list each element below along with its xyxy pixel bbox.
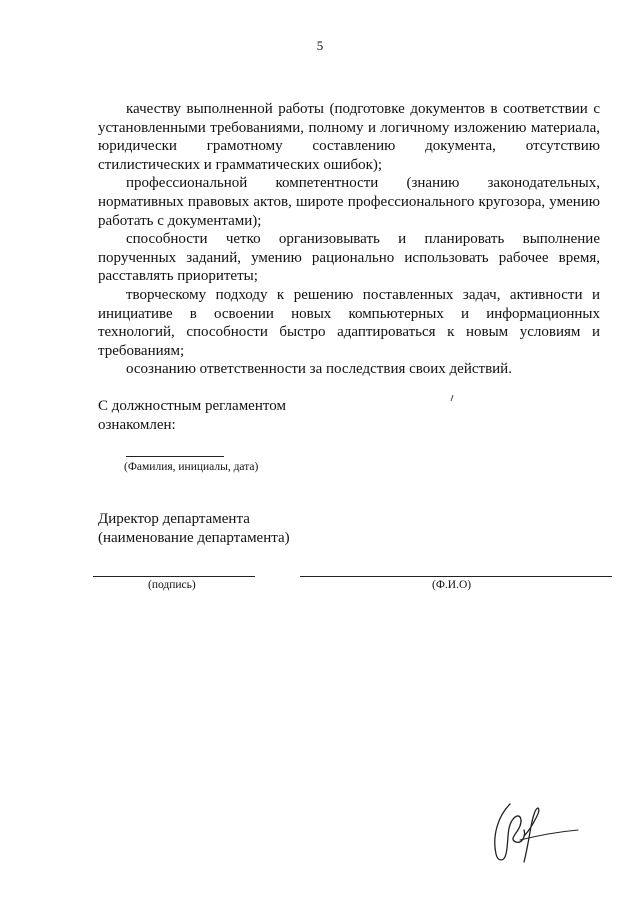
page-number: 5 bbox=[316, 38, 324, 53]
stray-pen-mark bbox=[448, 394, 456, 402]
acknowledgement-line-1: С должностным регламентом bbox=[98, 398, 286, 414]
criterion-responsibility: осознанию ответственности за последствия своих действий. bbox=[126, 361, 512, 378]
criterion-competence: профессиональной компетентности (знанию законодательных, нормативных правовых актов, широте профессионального кругозора, умению работать с документами); bbox=[98, 175, 600, 229]
criteria-list bbox=[98, 100, 600, 379]
director-signature-caption: (подпись) bbox=[148, 579, 196, 591]
director-block bbox=[98, 510, 398, 548]
criterion-quality: качеству выполненной работы (подготовке документов в соответствии с установленными требованиями, полному и логичному изложению материала, юридически грамотному составлению документа, отсутствию стилистических и грамматических ошибок); bbox=[98, 101, 600, 173]
director-signature-line bbox=[93, 576, 255, 577]
handwritten-signature bbox=[480, 796, 590, 874]
acknowledgement-block bbox=[98, 397, 358, 435]
director-department: (наименование департамента) bbox=[98, 530, 290, 546]
acknowledgement-line-2: ознакомлен: bbox=[98, 417, 176, 433]
acknowledgement-caption: (Фамилия, инициалы, дата) bbox=[124, 461, 259, 473]
criterion-creativity: творческому подходу к решению поставленных задач, активности и инициативе в освоении новых компьютерных и информационных технологий, способности быстро адаптироваться к новым условиям и требованиям; bbox=[98, 286, 600, 359]
director-name-caption: (Ф.И.О) bbox=[432, 579, 472, 591]
acknowledgement-signature-line bbox=[126, 456, 224, 457]
criterion-planning: способности четко организовывать и планировать выполнение порученных заданий, умению рационально использовать рабочее время, расставлять приоритеты; bbox=[98, 231, 600, 285]
director-name-line bbox=[300, 576, 612, 577]
director-title: Директор департамента bbox=[98, 511, 250, 527]
